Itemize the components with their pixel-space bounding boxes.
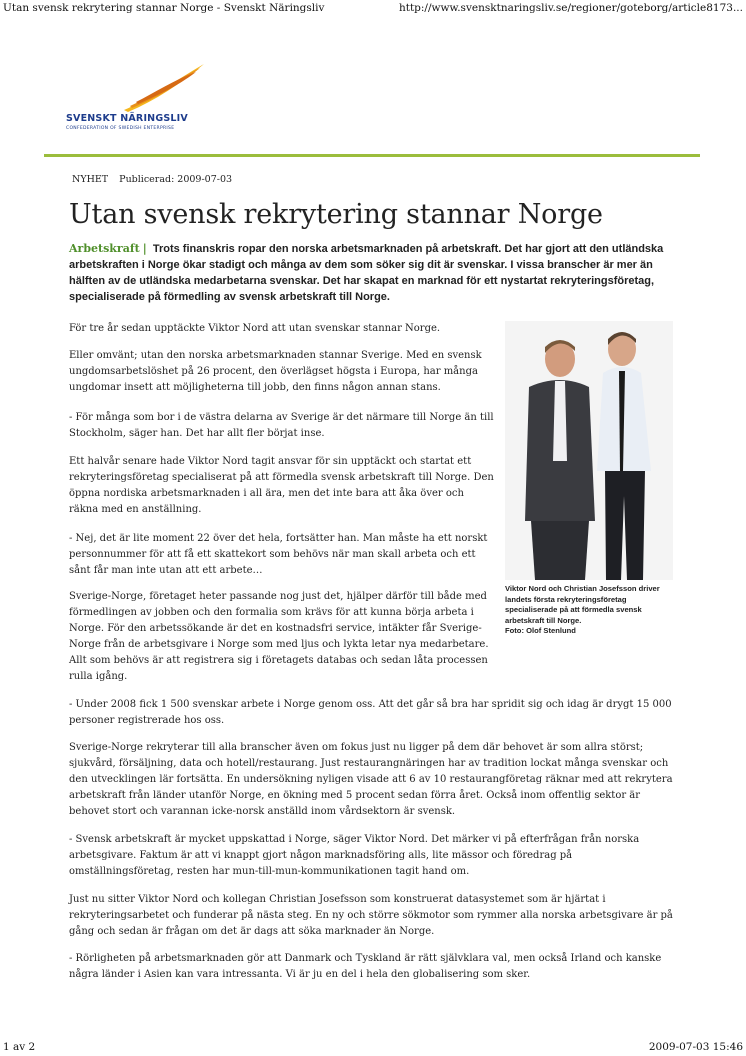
article-lead bbox=[69, 241, 675, 305]
photo-credit: Foto: Olof Stenlund bbox=[505, 626, 576, 635]
paragraph-1: För tre år sedan upptäckte Viktor Nord att utan svenskar stannar Norge. bbox=[69, 323, 441, 334]
logo-wordmark: SVENSKT NÄRINGSLIV bbox=[66, 113, 188, 124]
logo[interactable] bbox=[66, 62, 206, 136]
article-photo bbox=[505, 321, 673, 580]
category-link[interactable]: Arbetskraft bbox=[69, 242, 140, 255]
paragraph-5: - Nej, det är lite moment 22 över det hela, fortsätter han. Man måste ha ett norskt personnummer för att få ett skattekort som behövs när man skall arbeta och ett sånt får man inte utan att ett arbete… bbox=[69, 533, 488, 576]
paragraph-3: - För många som bor i de västra delarna av Sverige är det närmare till Norge än till Stockholm, säger han. Det har allt fler börjat inse. bbox=[69, 412, 494, 439]
caption-text: Viktor Nord och Christian Josefsson driver landets första rekryteringsföretag specialiserade på att förmedla svensk arbetskraft till Norge. bbox=[505, 584, 660, 625]
paragraph-10: Just nu sitter Viktor Nord och kollegan Christian Josefsson som konstruerat datasystemet som är hjärtat i rekryteringsarbetet och funderar på nästa steg. En ny och större sökmotor som rymmer alla norska arbetsgivare är på gång och sedan är frågan om det är dags att söka marknader än Norge. bbox=[69, 894, 673, 937]
article-figure bbox=[505, 321, 675, 637]
paragraph-6: Sverige-Norge, företaget heter passande nog just det, hjälper därför till både med förmedlingen av jobben och den formalia som krävs för att kunna börja arbeta i Norge. För den arbetssökande är det en kostnadsfri service, intäkter får Sverige-Norge från de arbetsgivare i Norge som med ljus och lykta letar nya medarbetare. Allt som behövs är att registrera sig i företagets databas och sedan låta processen rulla igång. bbox=[69, 591, 489, 682]
photo-caption bbox=[505, 584, 661, 637]
print-page-title: Utan svensk rekrytering stannar Norge - Svenskt Näringsliv bbox=[3, 2, 325, 14]
lead-text: Trots finanskris ropar den norska arbetsmarknaden på arbetskraft. Det har gjort att den utländska arbetskraften i Norge ökar stadigt och många av dem som söker sig dit är svenskar. I vissa branscher är mer än hälften av de utländska medarbetarna svenskar. Det har skapat en marknad för ett nystartat rekryteringsföretag, specialiserade på förmedling av svensk arbetskraft till Norge. bbox=[69, 243, 664, 303]
header-divider bbox=[44, 154, 700, 157]
article-type: NYHET bbox=[72, 174, 109, 185]
print-footer bbox=[3, 1041, 743, 1055]
publish-date: Publicerad: 2009-07-03 bbox=[119, 174, 233, 185]
paragraph-2: Eller omvänt; utan den norska arbetsmarknaden stannar Sverige. Med en svensk ungdomsarbetslöshet på 26 procent, den överlägset högsta i Europa, har många ungdomar insett att möjligheterna till jobb, den finns någon annan stans. bbox=[69, 350, 482, 393]
logo-swoosh-icon bbox=[122, 62, 206, 112]
print-timestamp: 2009-07-03 15:46 bbox=[648, 1041, 743, 1053]
category-separator: | bbox=[142, 242, 147, 255]
print-url[interactable]: http://www.svensktnaringsliv.se/regioner/goteborg/article8173... bbox=[398, 2, 743, 14]
paragraph-4: Ett halvår senare hade Viktor Nord tagit ansvar för sin upptäckt och startat ett rekryteringsföretag specialiserat på att förmedla svensk arbetskraft till Norge. Den öppna nordiska arbetsmarknaden i all ära, men det inte bara att åka över och räkna med en anställning. bbox=[69, 456, 494, 515]
paragraph-11: - Rörligheten på arbetsmarknaden gör att Danmark och Tyskland är rätt självklara val, men också Irland och kanske några länder i Asien kan vara intressanta. Vi är ju en del i hela den globalisering som sker. bbox=[69, 953, 662, 980]
print-header bbox=[3, 2, 743, 18]
article-headline: Utan svensk rekrytering stannar Norge bbox=[69, 199, 603, 230]
paragraph-9: - Svensk arbetskraft är mycket uppskattad i Norge, säger Viktor Nord. Det märker vi på efterfrågan från norska arbetsgivare. Faktum är att vi knappt gjort någon marknadsföring alls, lite mässor och föredrag på omställningsföretag, resten har mun-till-mun-kommunikationen tagit hand om. bbox=[69, 834, 640, 877]
page-count: 1 av 2 bbox=[3, 1041, 36, 1053]
logo-tagline: CONFEDERATION OF SWEDISH ENTERPRISE bbox=[66, 126, 175, 131]
paragraph-7: - Under 2008 fick 1 500 svenskar arbete i Norge genom oss. Att det går så bra har spridit sig och idag är drygt 15 000 personer registrerade hos oss. bbox=[69, 699, 672, 726]
paragraph-8: Sverige-Norge rekryterar till alla branscher även om fokus just nu ligger på dem där behovet är som allra störst; sjukvård, försäljning, data och hotell/restaurang. Just restaurangnäringen har av tradition lockat många svenskar och den utvecklingen lär fortsätta. En undersökning nyligen visade att 6 av 10 restaurangföretag räknar med att rekrytera arbetskraft från länder utanför Norge, en ökning med 5 procent sedan förra året. Också inom offentlig sektor är behovet stort och varannan icke-norsk anställd inom vårdsektorn är svensk. bbox=[69, 742, 673, 817]
article-meta bbox=[72, 174, 232, 185]
